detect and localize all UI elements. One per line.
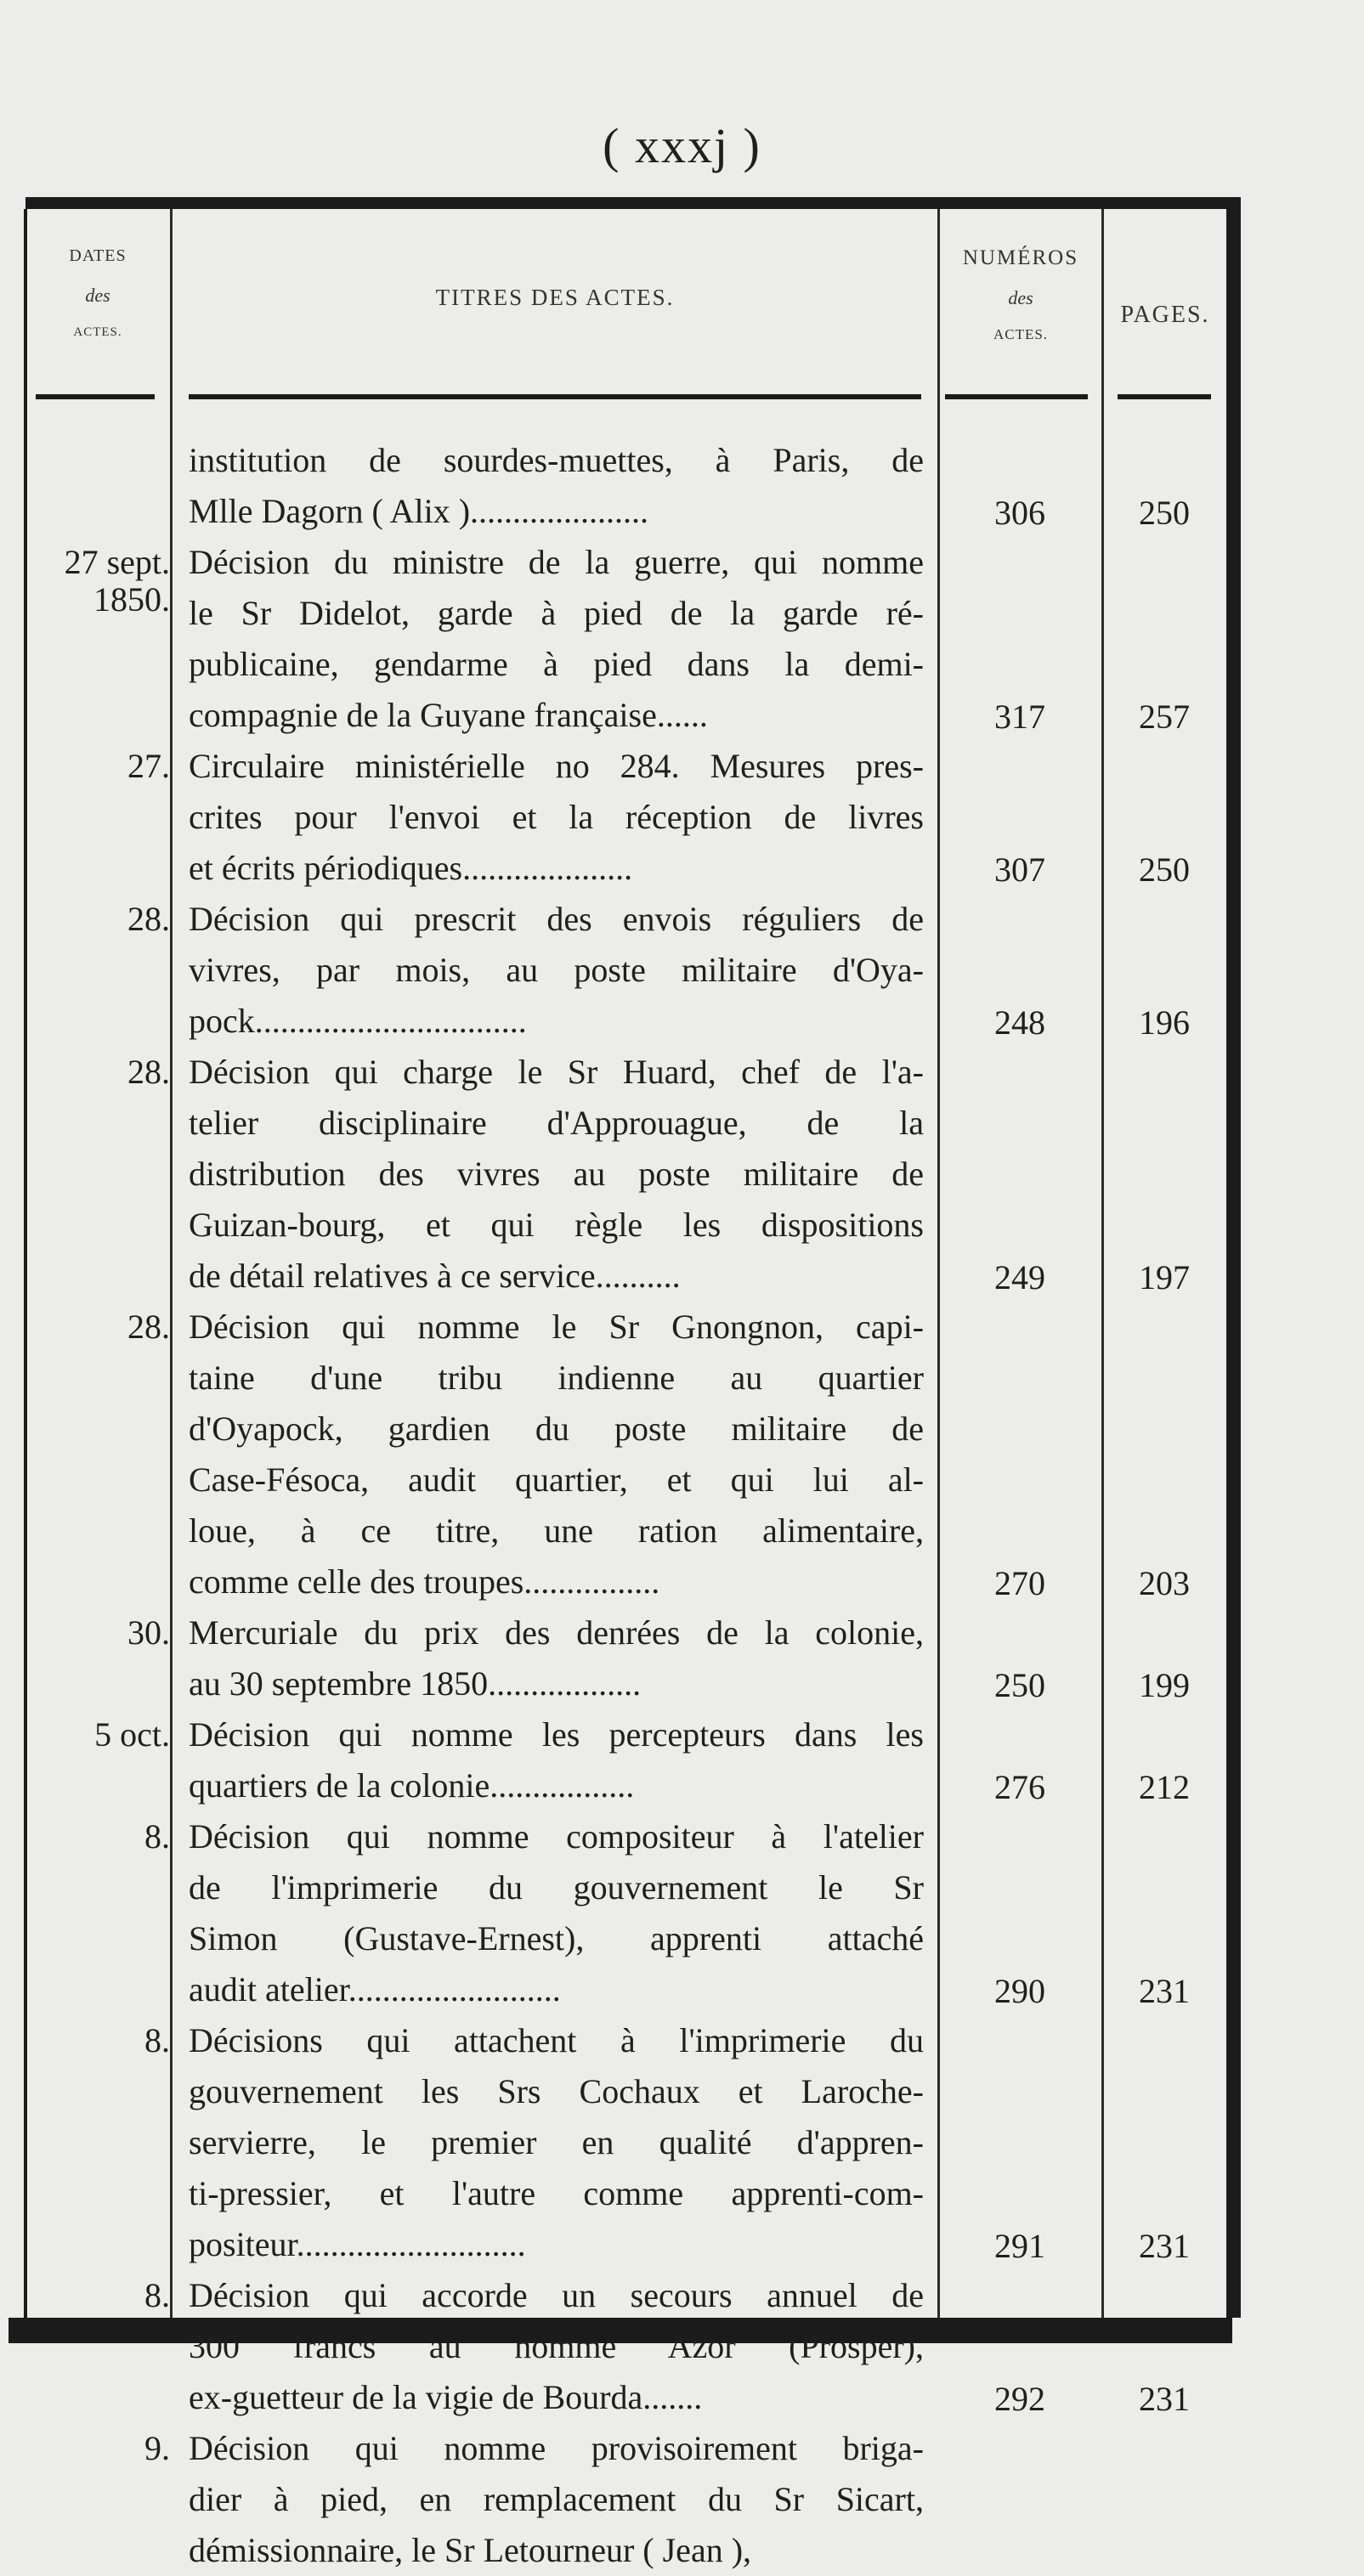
header-numeros-line-1: NUMÉROS xyxy=(962,246,1079,269)
row-date: 30. xyxy=(127,1613,170,1652)
row-title-line: Décision qui charge le Sr Huard, chef de l'a- xyxy=(189,1053,924,1091)
row-title-line: publicaine, gendarme à pied dans la demi- xyxy=(189,645,924,683)
row-date: 8. xyxy=(144,2021,170,2059)
row-title-line: Mercuriale du prix des denrées de la colonie, xyxy=(189,1613,924,1652)
row-title-line: Circulaire ministérielle no 284. Mesures pres- xyxy=(189,747,924,785)
row-title-line: loue, à ce titre, une ration alimentaire, xyxy=(189,1511,924,1550)
row-page: 250 xyxy=(1139,494,1190,532)
header-pages-label: PAGES. xyxy=(1120,302,1210,328)
row-page: 199 xyxy=(1139,1666,1190,1704)
header-rule-titres xyxy=(189,394,921,399)
row-title-line: Décision qui prescrit des envois réguliers de xyxy=(189,900,924,938)
row-numero: 307 xyxy=(994,850,1045,889)
row-numero: 290 xyxy=(994,1972,1045,2010)
row-numero: 250 xyxy=(994,1666,1045,1704)
row-title-line: gouvernement les Srs Cochaux et Laroche- xyxy=(189,2072,924,2110)
row-page: 231 xyxy=(1139,1972,1190,2010)
header-rule-numeros xyxy=(945,394,1088,399)
row-page: 231 xyxy=(1139,2380,1190,2418)
row-date: 8. xyxy=(144,1817,170,1856)
row-title-line: 300 francs au nommé Azor (Prosper), xyxy=(189,2327,924,2365)
row-title-line: institution de sourdes-muettes, à Paris, de xyxy=(189,441,924,479)
row-title-line: Décisions qui attachent à l'imprimerie du xyxy=(189,2021,924,2059)
row-title-line: Mlle Dagorn ( Alix )..................... xyxy=(189,492,649,530)
row-numero: 306 xyxy=(994,494,1045,532)
row-title-line: au 30 septembre 1850.................. xyxy=(189,1664,642,1703)
row-title-line: pock................................ xyxy=(189,1002,527,1040)
row-numero: 248 xyxy=(994,1003,1045,1042)
row-title-line: Décision du ministre de la guerre, qui nomme xyxy=(189,543,924,581)
row-numero: 276 xyxy=(994,1768,1045,1806)
row-title-line: de détail relatives à ce service.......... xyxy=(189,1257,681,1295)
row-page: 197 xyxy=(1139,1258,1190,1296)
row-title-line: servierre, le premier en qualité d'appren- xyxy=(189,2123,924,2161)
column-separator-dates xyxy=(170,209,173,2318)
row-title-line: vivres, par mois, au poste militaire d'Oya- xyxy=(189,951,924,989)
row-title xyxy=(189,1607,924,1709)
row-page: 196 xyxy=(1139,1003,1190,1042)
row-page: 257 xyxy=(1139,698,1190,736)
row-title-line: démissionnaire, le Sr Letourneur ( Jean ), xyxy=(189,2531,752,2569)
row-title-line: distribution des vivres au poste militaire de xyxy=(189,1155,924,1193)
row-title xyxy=(189,2270,924,2423)
row-title-line: Décision qui nomme compositeur à l'atelier xyxy=(189,1817,924,1856)
row-date: 8. xyxy=(144,2276,170,2314)
header-dates-line-2: des xyxy=(85,285,110,306)
row-title xyxy=(189,1709,924,1811)
row-page: 231 xyxy=(1139,2227,1190,2265)
row-title-line: et écrits périodiques.................... xyxy=(189,849,633,887)
page-number: ( xxxj ) xyxy=(603,118,761,173)
row-title xyxy=(189,2423,924,2576)
row-page: 250 xyxy=(1139,850,1190,889)
row-title-line: taine d'une tribu indienne au quartier xyxy=(189,1359,924,1397)
row-title xyxy=(189,435,924,537)
row-title-line: comme celle des troupes................ xyxy=(189,1562,660,1601)
row-title-line: Guizan-bourg, et qui règle les dispositions xyxy=(189,1206,924,1244)
header-titres-label: TITRES DES ACTES. xyxy=(435,285,675,310)
row-title xyxy=(189,894,924,1047)
row-date: 27 sept. 1850. xyxy=(64,543,170,619)
row-title-line: positeur........................... xyxy=(189,2225,526,2263)
row-numero: 292 xyxy=(994,2380,1045,2418)
table-right-border xyxy=(1226,209,1241,2318)
row-title-line: ex-guetteur de la vigie de Bourda....... xyxy=(189,2378,703,2416)
row-title-line: quartiers de la colonie................. xyxy=(189,1766,635,1805)
row-title-line: Case-Fésoca, audit quartier, et qui lui al- xyxy=(189,1460,924,1499)
header-pages xyxy=(1104,302,1226,329)
header-numeros-line-3: ACTES. xyxy=(993,326,1049,342)
row-title-line: audit atelier......................... xyxy=(189,1970,561,2008)
header-rule-dates xyxy=(36,394,155,399)
row-numero: 270 xyxy=(994,1564,1045,1602)
row-page: 212 xyxy=(1139,1768,1190,1806)
header-titres xyxy=(173,285,937,311)
header-rule-pages xyxy=(1118,394,1211,399)
header-numeros xyxy=(940,246,1101,343)
column-separator-numeros xyxy=(1101,209,1104,2318)
row-title xyxy=(189,1047,924,1302)
row-title-line: compagnie de la Guyane française...... xyxy=(189,696,708,734)
row-title-line: le Sr Didelot, garde à pied de la garde ré- xyxy=(189,594,924,632)
row-title-line: d'Oyapock, gardien du poste militaire de xyxy=(189,1409,924,1448)
row-title xyxy=(189,741,924,894)
table-top-rule xyxy=(25,197,1241,209)
header-dates xyxy=(25,246,170,340)
row-title-line: Décision qui nomme le Sr Gnongnon, capi- xyxy=(189,1308,924,1346)
row-date: 5 oct. xyxy=(94,1715,170,1754)
header-dates-line-1: DATES xyxy=(69,246,127,265)
row-date: 28. xyxy=(127,900,170,938)
row-title xyxy=(189,1811,924,2015)
row-date: 9. xyxy=(144,2429,170,2467)
header-dates-line-3: ACTES. xyxy=(73,325,122,339)
row-date: 28. xyxy=(127,1308,170,1346)
row-numero: 249 xyxy=(994,1258,1045,1296)
row-page: 203 xyxy=(1139,1564,1190,1602)
row-title xyxy=(189,537,924,741)
table-left-border xyxy=(24,209,27,2318)
row-title-line: Décision qui nomme les percepteurs dans les xyxy=(189,1715,924,1754)
row-date: 27. xyxy=(127,747,170,785)
row-title-line: telier disciplinaire d'Approuague, de la xyxy=(189,1104,924,1142)
row-numero: 317 xyxy=(994,698,1045,736)
row-title-line: Décision qui accorde un secours annuel de xyxy=(189,2276,924,2314)
row-title-line: Décision qui nomme provisoirement briga- xyxy=(189,2429,924,2467)
row-title-line: dier à pied, en remplacement du Sr Sicart, xyxy=(189,2480,924,2518)
row-title xyxy=(189,2015,924,2270)
row-title-line: de l'imprimerie du gouvernement le Sr xyxy=(189,1868,924,1907)
row-title-line: crites pour l'envoi et la réception de livres xyxy=(189,798,924,836)
row-title-line: ti-pressier, et l'autre comme apprenti-com- xyxy=(189,2174,924,2212)
header-numeros-line-2: des xyxy=(1008,287,1033,308)
row-title xyxy=(189,1302,924,1607)
row-numero: 291 xyxy=(994,2227,1045,2265)
row-date: 28. xyxy=(127,1053,170,1091)
row-title-line: Simon (Gustave-Ernest), apprenti attaché xyxy=(189,1919,924,1957)
